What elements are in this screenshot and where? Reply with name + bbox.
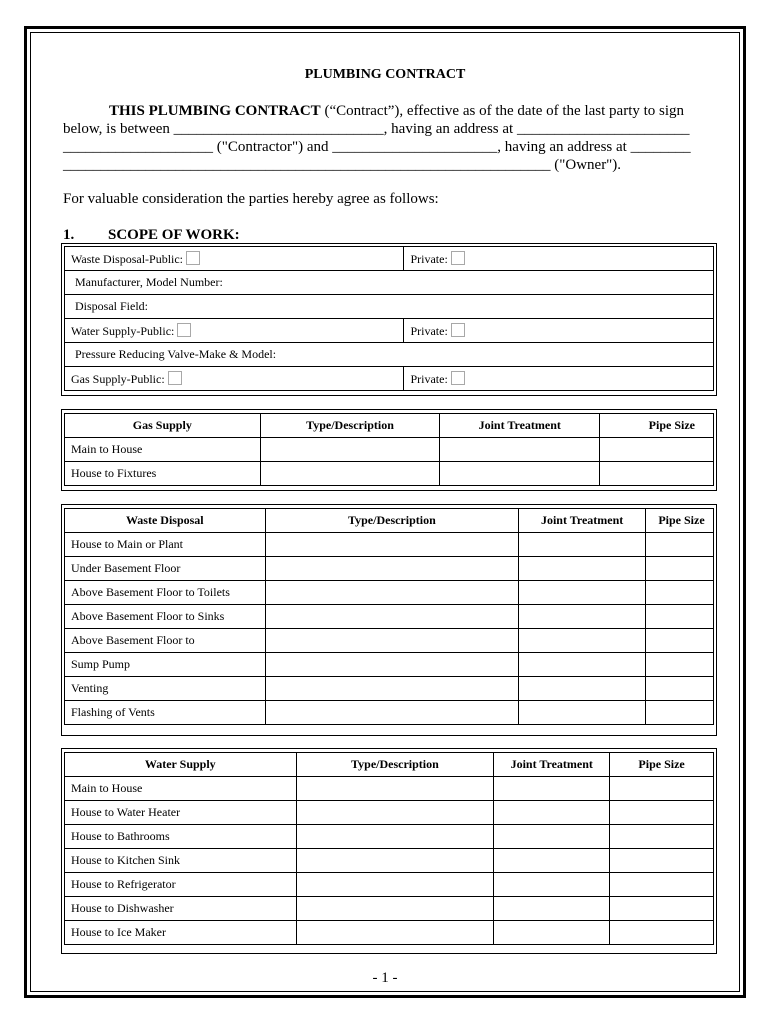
table-row — [65, 247, 714, 271]
table-row — [65, 557, 714, 581]
waste-row-label: Flashing of Vents — [65, 701, 266, 725]
table-row — [65, 629, 714, 653]
table-row — [65, 701, 714, 725]
water-pipe-input[interactable] — [610, 873, 714, 897]
water-joint-input[interactable] — [494, 825, 610, 849]
water-pipe-input[interactable] — [610, 849, 714, 873]
waste-row-label: Venting — [65, 677, 266, 701]
gas-header-supply: Gas Supply — [65, 414, 261, 438]
intro-text: For valuable consideration the parties hereby agree as follows: — [63, 191, 439, 207]
waste-row-label: House to Main or Plant — [65, 533, 266, 557]
water-joint-input[interactable] — [494, 897, 610, 921]
water-public-checkbox[interactable] — [177, 323, 191, 337]
scope-table — [64, 246, 714, 391]
waste-type-input[interactable] — [265, 677, 519, 701]
table-row — [65, 605, 714, 629]
gas-private-label: Private: — [410, 371, 448, 386]
waste-pipe-input[interactable] — [646, 605, 714, 629]
water-row-label: House to Bathrooms — [65, 825, 297, 849]
table-row — [65, 438, 714, 462]
water-private-label: Private: — [410, 323, 448, 338]
table-row — [65, 801, 714, 825]
manufacturer-field[interactable]: Manufacturer, Model Number: — [65, 271, 714, 295]
water-row-label: Main to House — [65, 777, 297, 801]
gas-public-label: Gas Supply-Public: — [71, 371, 165, 386]
water-private-cell — [404, 319, 714, 343]
waste-row-label: Under Basement Floor — [65, 557, 266, 581]
gas-type-input[interactable] — [260, 462, 440, 486]
water-pipe-input[interactable] — [610, 825, 714, 849]
gas-private-checkbox[interactable] — [451, 371, 465, 385]
waste-pipe-input[interactable] — [646, 653, 714, 677]
opening-lead: THIS PLUMBING CONTRACT — [109, 103, 321, 119]
water-type-input[interactable] — [296, 825, 494, 849]
table-row — [65, 367, 714, 391]
table-row — [65, 653, 714, 677]
water-joint-input[interactable] — [494, 921, 610, 945]
waste-joint-input[interactable] — [519, 629, 646, 653]
water-pipe-input[interactable] — [610, 897, 714, 921]
waste-pipe-input[interactable] — [646, 629, 714, 653]
gas-pipe-input[interactable] — [600, 438, 714, 462]
waste-public-cell — [65, 247, 404, 271]
waste-joint-input[interactable] — [519, 701, 646, 725]
opening-line1: (“Contract”), effective as of the date of the last party to sign — [320, 103, 685, 119]
waste-row-label: Above Basement Floor to Toilets — [65, 581, 266, 605]
waste-joint-input[interactable] — [519, 581, 646, 605]
water-pipe-input[interactable] — [610, 921, 714, 945]
waste-header-joint: Joint Treatment — [519, 509, 646, 533]
table-row — [65, 533, 714, 557]
water-pipe-input[interactable] — [610, 801, 714, 825]
waste-joint-input[interactable] — [519, 653, 646, 677]
waste-public-checkbox[interactable] — [186, 251, 200, 265]
waste-joint-input[interactable] — [519, 677, 646, 701]
table-row — [65, 777, 714, 801]
table-header-row — [65, 753, 714, 777]
water-private-checkbox[interactable] — [451, 323, 465, 337]
waste-pipe-input[interactable] — [646, 701, 714, 725]
disposal-field[interactable]: Disposal Field: — [65, 295, 714, 319]
water-type-input[interactable] — [296, 849, 494, 873]
table-row — [65, 849, 714, 873]
table-row — [65, 319, 714, 343]
waste-private-label: Private: — [410, 251, 448, 266]
table-row — [65, 825, 714, 849]
gas-private-cell — [404, 367, 714, 391]
section-number: 1. — [63, 227, 75, 243]
waste-disposal-table — [64, 508, 714, 725]
waste-pipe-input[interactable] — [646, 557, 714, 581]
section-title: SCOPE OF WORK: — [108, 227, 240, 243]
water-type-input[interactable] — [296, 897, 494, 921]
table-row — [65, 677, 714, 701]
waste-joint-input[interactable] — [519, 533, 646, 557]
opening-line2: below, is between ____________________________, having an address at _______________________ — [63, 121, 690, 137]
table-row — [65, 897, 714, 921]
water-row-label: House to Refrigerator — [65, 873, 297, 897]
water-public-label: Water Supply-Public: — [71, 323, 175, 338]
opening-line3: ____________________ ("Contractor") and ______________________, having an address at ________ — [63, 139, 691, 155]
water-row-label: House to Dishwasher — [65, 897, 297, 921]
waste-type-input[interactable] — [265, 581, 519, 605]
gas-header-pipe: Pipe Size — [600, 414, 714, 438]
gas-joint-input[interactable] — [440, 438, 600, 462]
gas-type-input[interactable] — [260, 438, 440, 462]
water-header-joint: Joint Treatment — [494, 753, 610, 777]
pressure-valve-field[interactable]: Pressure Reducing Valve-Make & Model: — [65, 343, 714, 367]
water-type-input[interactable] — [296, 801, 494, 825]
gas-header-type: Type/Description — [260, 414, 440, 438]
water-row-label: House to Ice Maker — [65, 921, 297, 945]
waste-row-label: Above Basement Floor to Sinks — [65, 605, 266, 629]
waste-pipe-input[interactable] — [646, 677, 714, 701]
gas-row-label: Main to House — [65, 438, 261, 462]
water-joint-input[interactable] — [494, 777, 610, 801]
table-row — [65, 462, 714, 486]
water-type-input[interactable] — [296, 777, 494, 801]
gas-row-label: House to Fixtures — [65, 462, 261, 486]
water-pipe-input[interactable] — [610, 777, 714, 801]
water-joint-input[interactable] — [494, 801, 610, 825]
water-joint-input[interactable] — [494, 849, 610, 873]
table-header-row — [65, 509, 714, 533]
water-row-label: House to Kitchen Sink — [65, 849, 297, 873]
waste-type-input[interactable] — [265, 605, 519, 629]
waste-header-disposal: Waste Disposal — [65, 509, 266, 533]
waste-row-label: Above Basement Floor to — [65, 629, 266, 653]
waste-type-input[interactable] — [265, 701, 519, 725]
waste-pipe-input[interactable] — [646, 581, 714, 605]
water-public-cell — [65, 319, 404, 343]
table-row — [65, 343, 714, 367]
water-header-type: Type/Description — [296, 753, 494, 777]
table-row — [65, 271, 714, 295]
waste-header-pipe: Pipe Size — [646, 509, 714, 533]
table-row — [65, 581, 714, 605]
section-1-heading — [63, 227, 240, 244]
water-row-label: House to Water Heater — [65, 801, 297, 825]
opening-paragraph — [63, 102, 703, 174]
gas-joint-input[interactable] — [440, 462, 600, 486]
waste-row-label: Sump Pump — [65, 653, 266, 677]
table-row — [65, 295, 714, 319]
gas-header-joint: Joint Treatment — [440, 414, 600, 438]
waste-type-input[interactable] — [265, 653, 519, 677]
gas-supply-table — [64, 413, 714, 486]
page-number: - 1 - — [372, 970, 398, 986]
water-header-supply: Water Supply — [65, 753, 297, 777]
water-header-pipe: Pipe Size — [610, 753, 714, 777]
waste-joint-input[interactable] — [519, 557, 646, 581]
water-supply-table — [64, 752, 714, 945]
gas-pipe-input[interactable] — [600, 462, 714, 486]
waste-private-cell — [404, 247, 714, 271]
opening-line4: _________________________________________________________________ ("Owner"). — [63, 157, 622, 173]
water-type-input[interactable] — [296, 921, 494, 945]
table-header-row — [65, 414, 714, 438]
waste-pipe-input[interactable] — [646, 533, 714, 557]
gas-public-cell — [65, 367, 404, 391]
table-row — [65, 873, 714, 897]
water-joint-input[interactable] — [494, 873, 610, 897]
gas-public-checkbox[interactable] — [168, 371, 182, 385]
waste-header-type: Type/Description — [265, 509, 519, 533]
waste-joint-input[interactable] — [519, 605, 646, 629]
waste-type-input[interactable] — [265, 533, 519, 557]
water-type-input[interactable] — [296, 873, 494, 897]
waste-public-label: Waste Disposal-Public: — [71, 251, 184, 266]
waste-private-checkbox[interactable] — [451, 251, 465, 265]
table-row — [65, 921, 714, 945]
waste-type-input[interactable] — [265, 557, 519, 581]
document-title: PLUMBING CONTRACT — [304, 67, 466, 82]
waste-type-input[interactable] — [265, 629, 519, 653]
